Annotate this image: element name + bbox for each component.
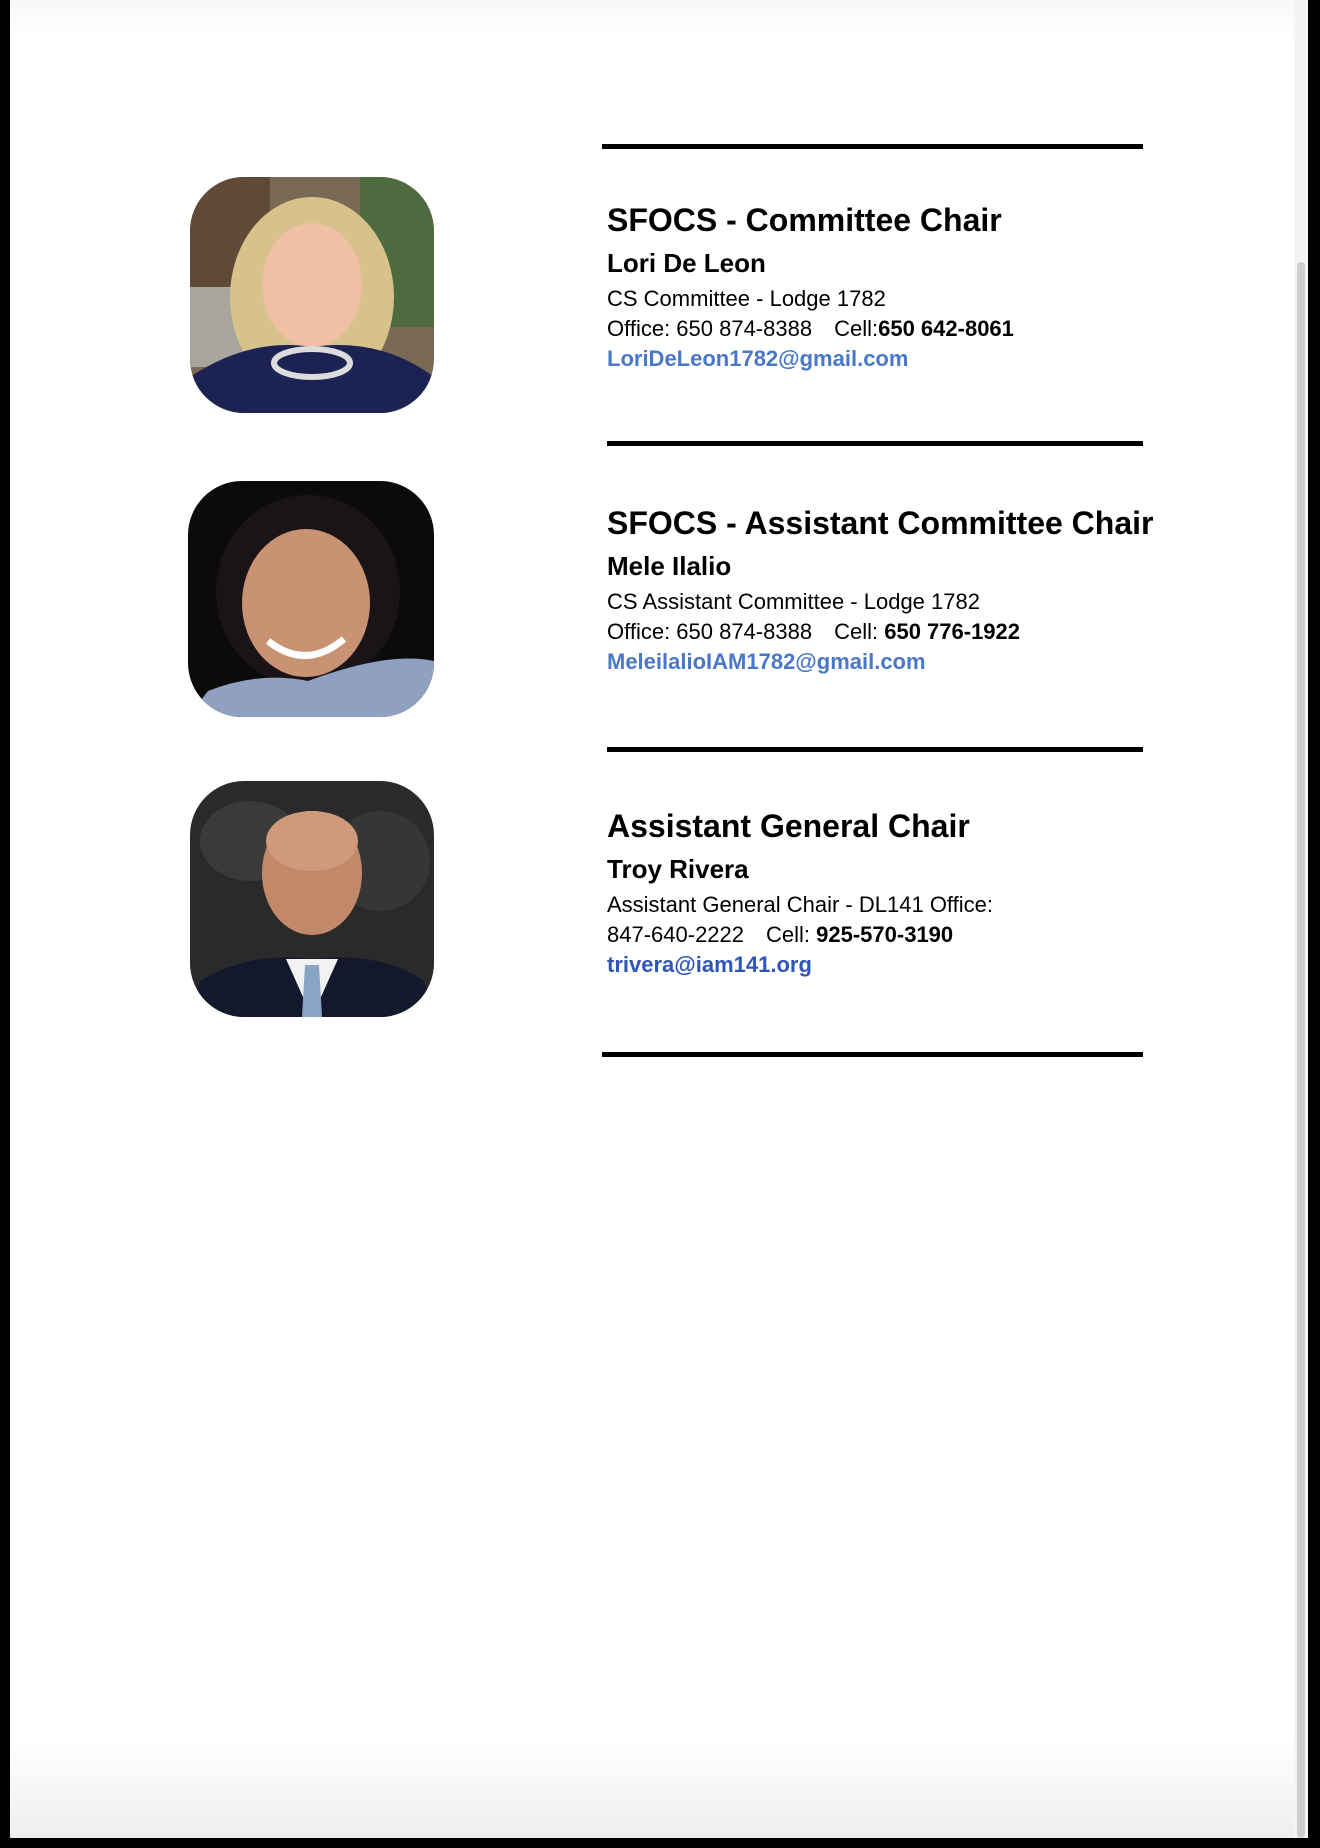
contact-name: Lori De Leon bbox=[607, 248, 766, 278]
contact-title: Assistant General Chair bbox=[607, 808, 970, 844]
cell-label: Cell: bbox=[834, 316, 879, 341]
portrait-photo bbox=[190, 177, 434, 413]
divider-rule bbox=[607, 441, 1143, 446]
contact-phones bbox=[607, 920, 1167, 950]
contact-card-troy-rivera bbox=[607, 806, 1167, 980]
divider-rule bbox=[602, 1052, 1143, 1057]
divider-rule bbox=[602, 144, 1143, 149]
contact-role: CS Committee - Lodge 1782 bbox=[607, 286, 886, 311]
scrollbar-thumb[interactable] bbox=[1297, 262, 1305, 1838]
contact-name: Troy Rivera bbox=[607, 854, 749, 884]
portrait-photo bbox=[190, 781, 434, 1017]
portrait-photo bbox=[188, 481, 434, 717]
contact-name: Mele Ilalio bbox=[607, 551, 732, 581]
document-page bbox=[10, 0, 1308, 1838]
contact-phones bbox=[607, 314, 1167, 344]
office-phone: Office: 650 874-8388 bbox=[607, 619, 813, 644]
cell-phone: 650 776-1922 bbox=[884, 619, 1021, 644]
contact-title: SFOCS - Assistant Committee Chair bbox=[607, 505, 1154, 541]
cell-phone: 925-570-3190 bbox=[816, 922, 954, 947]
contact-title: SFOCS - Committee Chair bbox=[607, 202, 1002, 238]
vertical-scrollbar[interactable] bbox=[1294, 0, 1308, 1838]
contact-phones bbox=[607, 617, 1167, 647]
cell-label: Cell: bbox=[834, 619, 885, 644]
office-phone: 847-640-2222 bbox=[607, 922, 745, 947]
cell-phone: 650 642-8061 bbox=[878, 316, 1014, 341]
office-phone: Office: 650 874-8388 bbox=[607, 316, 813, 341]
email-link[interactable]: LoriDeLeon1782@gmail.com bbox=[607, 346, 909, 371]
email-link[interactable]: MeleilalioIAM1782@gmail.com bbox=[607, 649, 926, 674]
contact-card-lori-de-leon bbox=[607, 200, 1167, 374]
cell-label: Cell: bbox=[766, 922, 817, 947]
contact-role: Assistant General Chair - DL141 Office: bbox=[607, 892, 993, 917]
contact-card-mele-ilalio bbox=[607, 503, 1167, 677]
email-link[interactable]: trivera@iam141.org bbox=[607, 952, 812, 977]
divider-rule bbox=[607, 747, 1143, 752]
contact-role: CS Assistant Committee - Lodge 1782 bbox=[607, 589, 980, 614]
